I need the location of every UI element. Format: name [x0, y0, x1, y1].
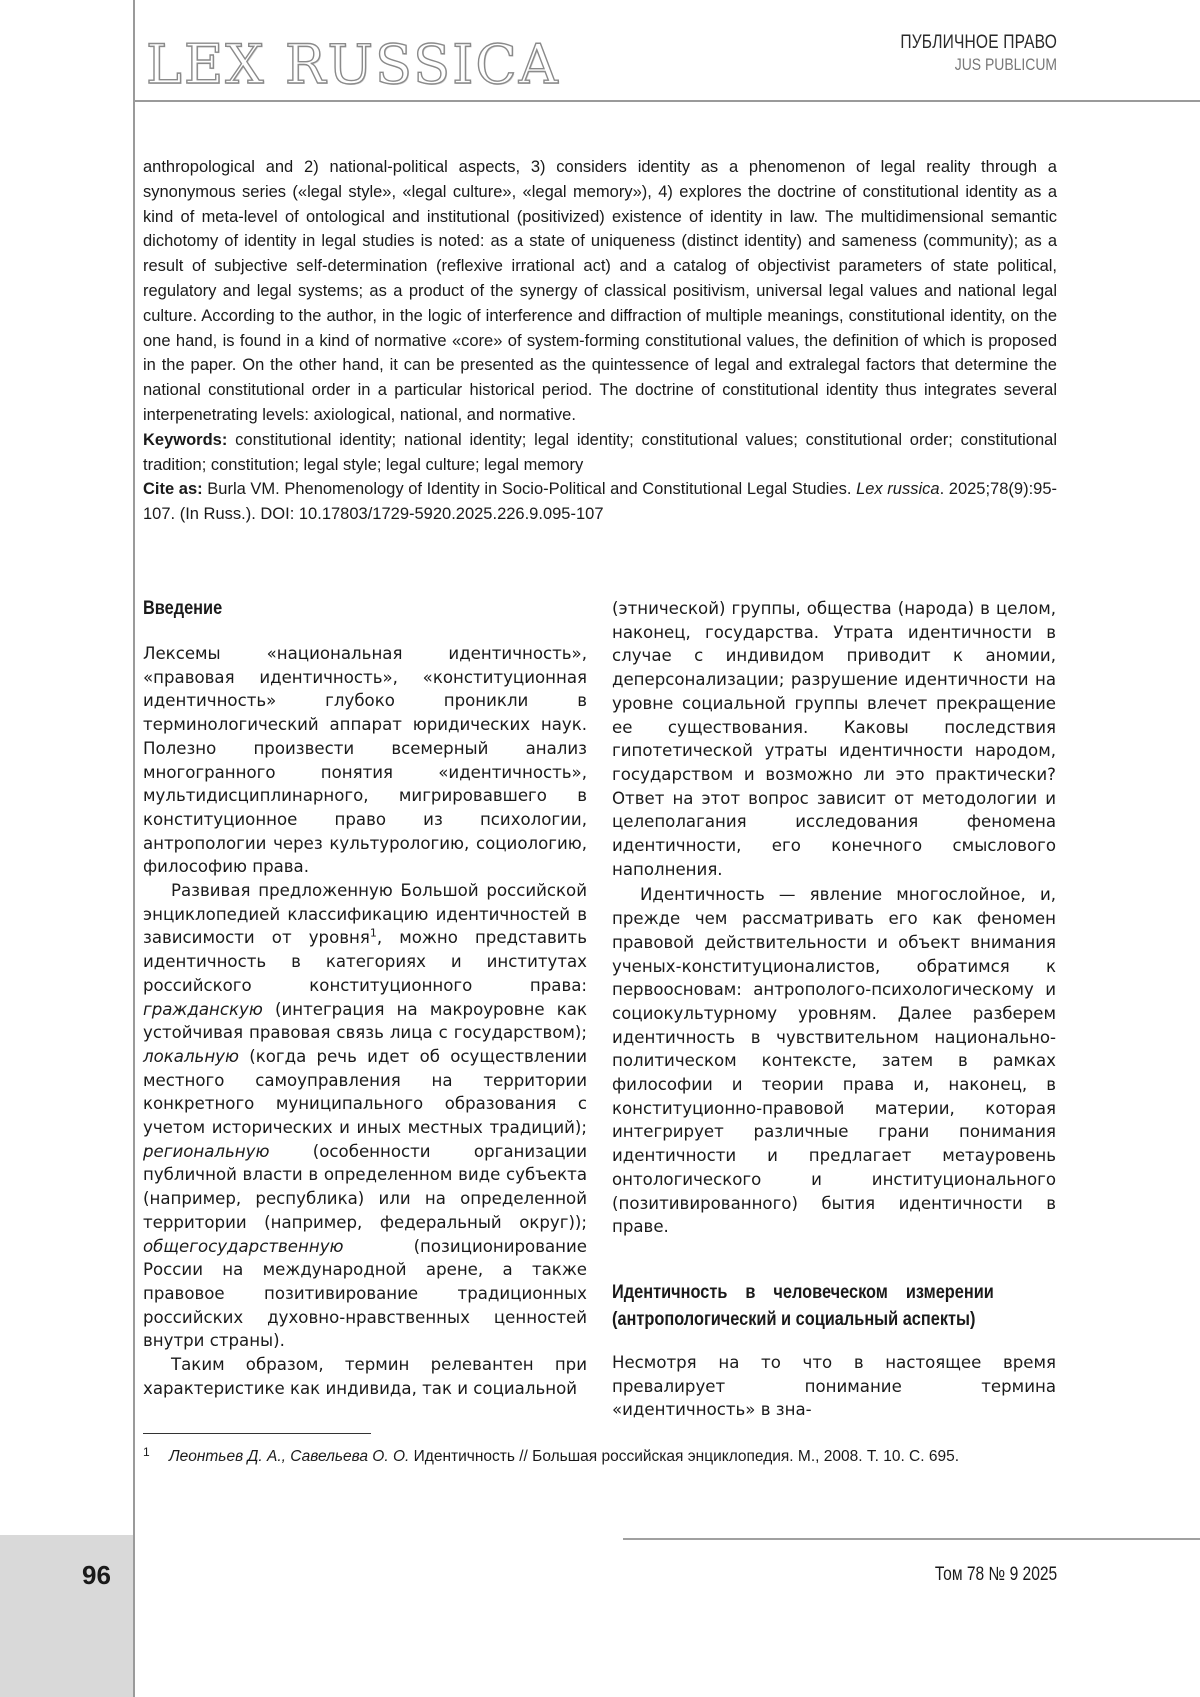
left-margin-rule — [133, 0, 135, 1697]
text-run: (когда речь идет об осуществлении местного самоуправления на территории конкретного муниципального образования с учетом исторических и иных местных традиций); — [143, 1046, 587, 1138]
abstract — [143, 155, 1057, 527]
emphasis: региональную — [143, 1141, 270, 1161]
footer-rule — [623, 1538, 1200, 1540]
footnote-number: 1 — [143, 1445, 150, 1459]
text-run: (особенности организации публичной власти в определенном виде субъекта (например, республика) или на определенной территории (например, федеральный округ)); — [143, 1141, 587, 1232]
header-rule — [133, 100, 1200, 102]
text-run: (позиционирование России на международной арене, а также правовое позитивирование традиционных российских духовно-нравственных ценностей внутри страны). — [143, 1236, 587, 1351]
issue-info: Том 78 № 9 2025 — [934, 1564, 1057, 1585]
rubric-latin: JUS PUBLICUM — [954, 54, 1057, 74]
citation — [143, 477, 1057, 527]
rubric — [866, 32, 1057, 75]
rubric-ru: ПУБЛИЧНОЕ ПРАВО — [900, 32, 1057, 53]
keywords-text: constitutional identity; national identity; legal identity; constitutional values; constitutional order; constitutional tradition; constitution; legal style; legal culture; legal memory — [143, 430, 1057, 474]
cite-journal: Lex russica — [856, 480, 940, 499]
footnote-text — [169, 1444, 1057, 1469]
footnote-authors: Леонтьев Д. А., Савельева О. О. — [169, 1448, 410, 1465]
cite-label: Cite as: — [143, 480, 203, 499]
page-number: 96 — [82, 1560, 111, 1590]
footnote — [143, 1444, 1057, 1469]
abstract-text: anthropological and 2) national-political aspects, 3) considers identity as a phenomenon of legal reality through a synonymous series («legal style», «legal culture», «legal memory»), 4) explores the doctrine of constitutional identity as a kind of meta-level of ontological and institutional (positivized) existence of identity in law. The multidimensional semantic dichotomy of identity in legal studies is noted: as a state of uniqueness (distinct identity) and sameness (community); as a result of subjective self-determination (reflexive irrational act) and a catalog of objectivist parameters of state political, regulatory and legal systems; as a product of the synergy of classical positivism, universal legal values and national legal culture. According to the author, in the logic of interference and diffraction of multiple meanings, constitutional identity, on the one hand, is found in a kind of normative «core» of system-forming constitutional values, the definition of which is proposed in the paper. On the other hand, it can be presented as the quintessence of legal and extralegal factors that determine the national constitutional order in a particular historical period. The doctrine of constitutional identity thus integrates several interpenetrating levels: axiological, national, and normative. — [143, 158, 1057, 424]
left-column — [143, 595, 587, 1401]
right-column — [612, 597, 1056, 1422]
paragraph: Несмотря на то что в настоящее время превалирует понимание термина «идентичность» в зна- — [612, 1352, 1056, 1420]
keywords — [143, 428, 1057, 478]
keywords-label: Keywords: — [143, 430, 228, 449]
footnote-source: Идентичность // Большая российская энциклопедия. М., 2008. Т. 10. С. 695. — [409, 1448, 960, 1465]
text-run: Развивая предложенную Большой российской энциклопедией классификацию идентичностей в зависимости от уровня — [143, 881, 587, 948]
cite-details: . 2025;78(9):95-107. (In Russ.). DOI: 10.17803/1729-5920.2025.226.9.095-107 — [143, 480, 1058, 524]
footnote-rule — [143, 1433, 371, 1434]
paragraph: Лексемы «национальная идентичность», «правовая идентичность», «конституционная идентичность» глубоко проникли в терминологический аппарат юридических наук. Полезно произвести всемерный анализ многогранного понятия «идентичность», мультидисциплинарного, мигрировавшего в конституционное право из психологии, антропологии через культурологию, социологию, философию права. — [143, 644, 587, 877]
journal-logo: LEX RUSSICA — [146, 33, 560, 96]
paragraph: Идентичность — явление многослойное, и, прежде чем рассматривать его как феномен правовой действительности и объект внимания ученых-конституционалистов, обратимся к первоосновам: антрополого-психологическому и социокультурному уровням. Далее разберем идентичность в чувствительном национально-политическом контексте, затем в рамках философии и теории права и, наконец, в конституционно-правовой материи, которая интегрирует различные грани понимания идентичности и предлагает метауровень онтологического и институционального (позитивированного) бытия идентичности в праве. — [612, 885, 1056, 1237]
paragraph: (этнической) группы, общества (народа) в целом, наконец, государства. Утрата идентичности в случае с индивидом приводит к аномии, деперсонализации; разрушение идентичности на уровне социальной группы влечет прекращение ее существования. Каковы последствия гипотетической утраты идентичности народом, государством и возможно ли это практически? Ответ на этот вопрос зависит от методологии и целеполагания исследования феномена идентичности, его конечного смыслового наполнения. — [612, 599, 1056, 879]
cite-text: Burla VM. Phenomenology of Identity in Socio-Political and Constitutional Legal Studies. — [207, 480, 852, 499]
footnote-ref[interactable]: 1 — [369, 926, 377, 940]
emphasis: гражданскую — [143, 999, 263, 1019]
text-run: (интеграция на макроуровне как устойчивая правовая связь лица с государством); — [143, 999, 587, 1043]
section-heading-anthropological: Идентичность в человеческом измерении (антропологический и социальный аспекты) — [612, 1281, 994, 1330]
paragraph — [143, 879, 587, 1353]
emphasis: локальную — [143, 1046, 239, 1066]
section-heading-intro: Введение — [143, 598, 223, 619]
page-margin-band — [0, 1535, 133, 1697]
text-run: , можно представить идентичность в категориях и институтах российского конституционного права: — [143, 928, 587, 995]
emphasis: общегосударственную — [143, 1236, 344, 1256]
paragraph: Таким образом, термин релевантен при характеристике как индивида, так и социальной — [143, 1355, 587, 1398]
